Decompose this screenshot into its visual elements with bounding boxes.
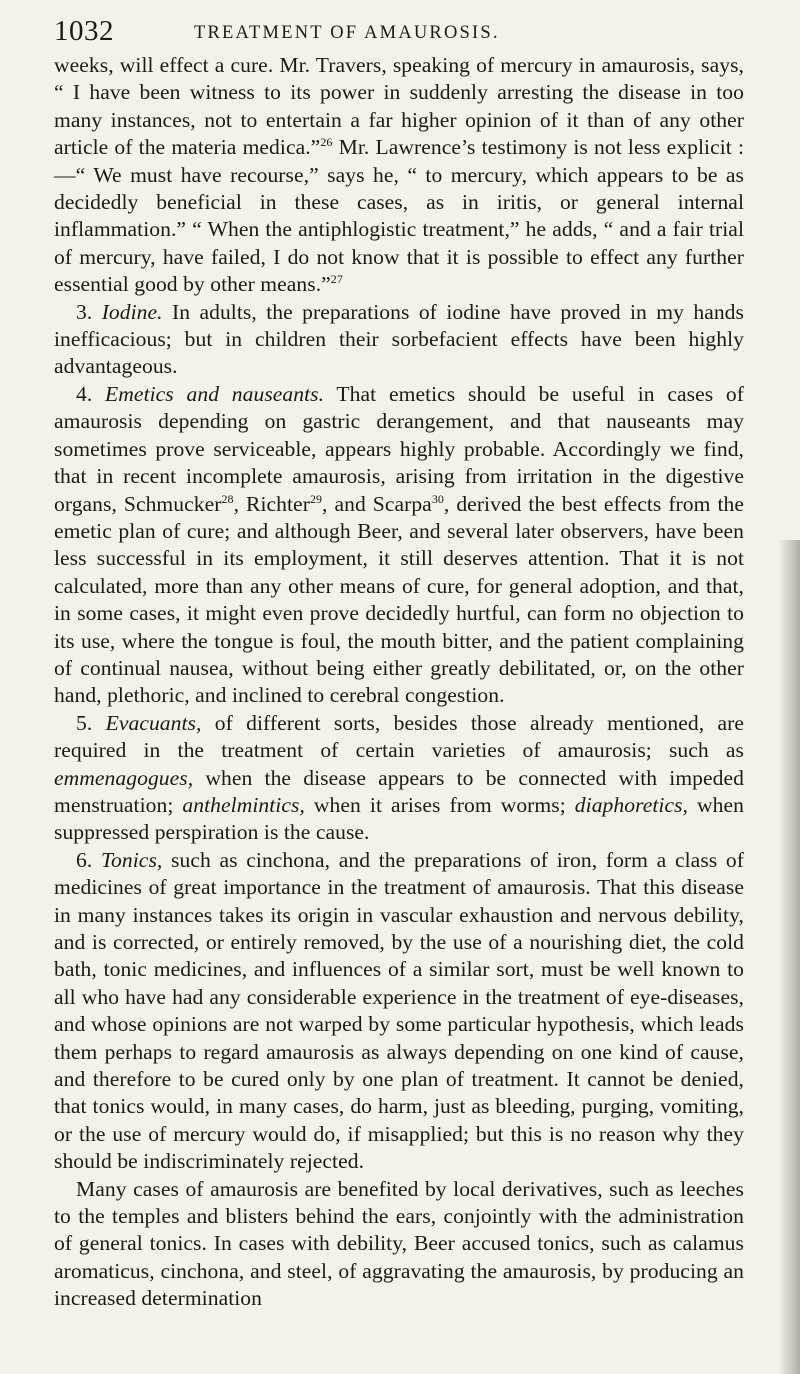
term-emmenagogues: emmenagogues,: [54, 765, 194, 790]
paragraph-tonics: 6. Tonics, such as cinchona, and the preparations of iron, form a class of medicines of great importance in the treatment of amaurosis. That this disease in many instances takes its origin in vascular exhaustion and nervous debility, and is corrected, or entirely removed, by the use of a nourishing diet, the cold bath, tonic medicines, and influences of a similar sort, must be well known to all who have had any considerable experience in the treatment of eye-diseases, and whose opinions are not warped by some particular hypothesis, which leads them perhaps to regard amaurosis as always depending on one kind of cause, and therefore to be cured only by one plan of treatment. It cannot be denied, that tonics would, in many cases, do harm, just as bleeding, purging, vomiting, or the use of mercury would do, if misapplied; but this is no reason why they should be indiscriminately rejected.: [54, 847, 744, 1174]
page-edge-shadow: [778, 540, 800, 1374]
heading-emetics: Emetics and nauseants.: [105, 381, 325, 406]
paragraph-mercury-testimony: weeks, will effect a cure. Mr. Travers, speaking of mercury in amaurosis, says, “ I have been witness to its power in suddenly arresting the disease in too many instances, not to entertain a far higher opinion of it than of any other article of the materia medica.”$^{26}$ Mr. Lawrence’s testimony is not less explicit :—“ We must have recourse,” says he, “ to mercury, which appears to be as decidedly beneficial in these cases, as in iritis, or general internal inflammation.” “ When the antiphlogistic treatment,” he adds, “ and a fair trial of mercury, have failed, I do not know that it is possible to effect any further essential good by other means.”$^{27}$: [54, 53, 744, 297]
body-text: [54, 52, 744, 1313]
heading-evacuants: Evacuants,: [105, 710, 202, 735]
paragraph-evacuants: 5. Evacuants, of different sorts, besides those already mentioned, are required in the treatment of certain varieties of amaurosis; such as emmenagogues, when the disease appears to be connected with impeded menstruation; anthelmintics, when it arises from worms; diaphoretics, when suppressed perspiration is the cause.: [54, 710, 745, 845]
running-head: TREATMENT OF AMAUROSIS.: [194, 23, 500, 43]
page-number: 1032: [54, 15, 114, 47]
page-header: [54, 16, 744, 52]
paragraph-emetics: 4. Emetics and nauseants. That emetics should be useful in cases of amaurosis depending on gastric derangement, and that nauseants may sometimes prove serviceable, appears highly probable. Accordingly we find, that in recent incomplete amaurosis, arising from irritation in the digestive organs, Schmucker$^{28}$, Richter$^{29}$, and Scarpa$^{30}$, derived the best effects from the emetic plan of cure; and although Beer, and several later observers, have been less successful in its employment, it still deserves attention. That it is not calculated, more than any other means of cure, for general adoption, and that, in some cases, it might even prove decidedly hurtful, can form no objection to its use, where the tongue is foul, the mouth bitter, and the patient complaining of continual nausea, without being either greatly debilitated, or, on the other hand, plethoric, and inclined to cerebral congestion.: [54, 381, 744, 708]
term-anthelmintics: anthelmintics,: [182, 792, 305, 817]
footnote-ref-29: 29: [309, 491, 323, 506]
footnote-ref-27: 27: [330, 272, 343, 287]
footnote-ref-26: 26: [320, 135, 333, 150]
heading-tonics: Tonics,: [100, 847, 163, 872]
footnote-ref-28: 28: [221, 491, 234, 506]
paragraph-local-derivatives: Many cases of amaurosis are benefited by local derivatives, such as leeches to the temples and blisters behind the ears, conjointly with the administration of general tonics. In cases with debility, Beer accused tonics, such as calamus aromaticus, cinchona, and steel, of aggravating the amaurosis, by producing an increased determination: [54, 1176, 744, 1311]
footnote-ref-30: 30: [431, 491, 444, 506]
term-diaphoretics: diaphoretics,: [574, 792, 689, 817]
paragraph-iodine: 3. Iodine. In adults, the preparations of iodine have proved in my hands inefficacious; but in children their sorbefacient effects have been highly advantageous.: [54, 299, 744, 379]
heading-iodine: Iodine.: [101, 299, 163, 324]
